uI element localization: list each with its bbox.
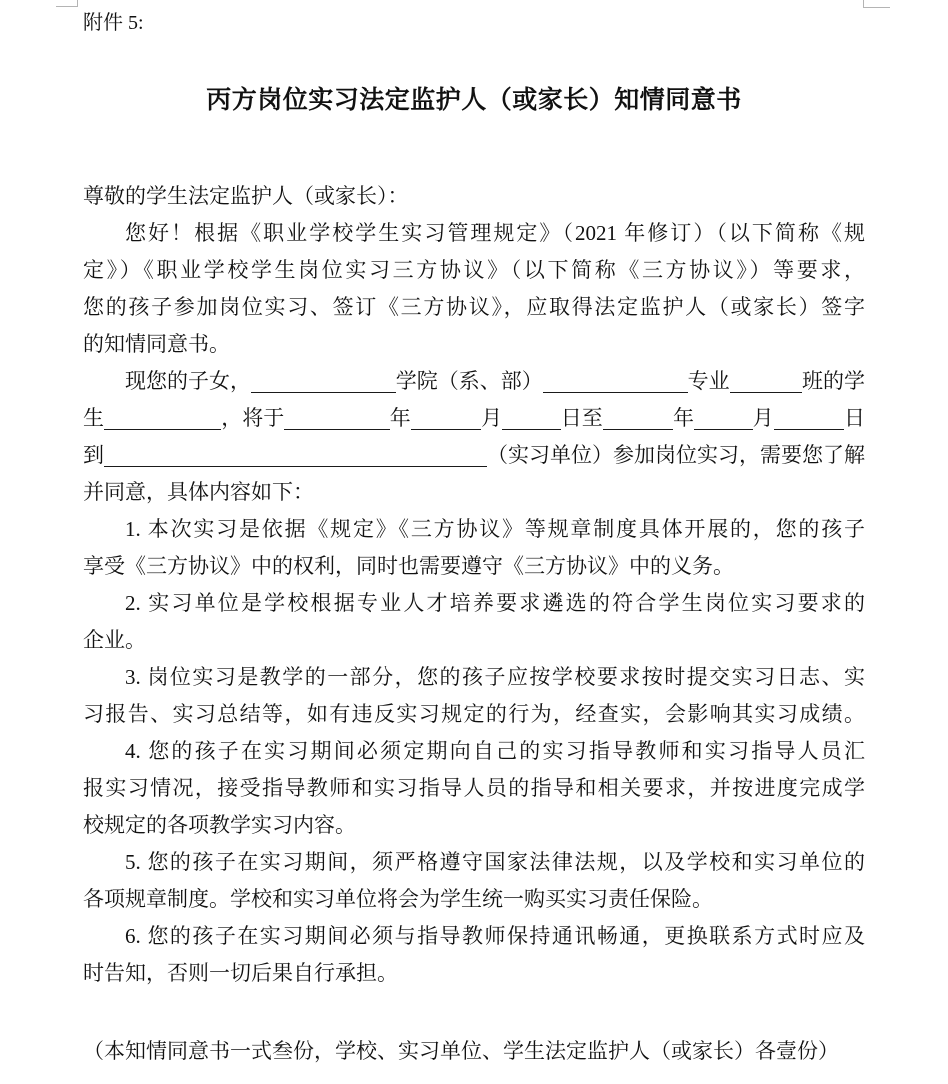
text-line xyxy=(83,400,865,437)
text-line xyxy=(83,289,865,326)
text-segment: 时告知，否则一切后果自行承担。 xyxy=(83,961,398,985)
text-segment: 月 xyxy=(481,406,503,430)
text-segment: 享受《三方协议》中的权利，同时也需要遵守《三方协议》中的义务。 xyxy=(83,554,734,578)
blank-fill-in-field[interactable] xyxy=(694,400,753,430)
text-segment: 月 xyxy=(752,406,774,430)
text-line xyxy=(83,807,865,844)
text-line xyxy=(83,474,865,511)
blank-fill-in-field[interactable] xyxy=(543,363,688,393)
text-segment: 校规定的各项教学实习内容。 xyxy=(83,813,356,837)
document-title: 丙方岗位实习法定监护人（或家长）知情同意书 xyxy=(206,87,742,114)
blank-fill-in-field[interactable] xyxy=(251,363,396,393)
text-segment: 日 xyxy=(844,406,865,430)
text-segment: 学院（系、部） xyxy=(395,369,543,393)
blank-fill-in-field[interactable] xyxy=(284,400,390,430)
text-segment: 报实习情况，接受指导教师和实习指导人员的指导和相关要求，并按进度完成学 xyxy=(83,776,865,800)
text-segment: 生 xyxy=(83,406,104,430)
text-segment: （实习单位）参加岗位实习，需要您了解 xyxy=(487,443,865,467)
blank-fill-in-field[interactable] xyxy=(411,400,481,430)
text-segment: 3. 岗位实习是教学的一部分，您的孩子应按学校要求按时提交实习日志、实 xyxy=(125,665,865,689)
text-segment: 1. 本次实习是依据《规定》《三方协议》等规章制度具体开展的，您的孩子 xyxy=(125,517,865,541)
text-segment: 6. 您的孩子在实习期间必须与指导教师保持通讯畅通，更换联系方式时应及 xyxy=(125,924,865,948)
document-body xyxy=(83,178,865,992)
text-segment: 年 xyxy=(389,406,411,430)
blank-fill-in-field[interactable] xyxy=(502,400,561,430)
text-line xyxy=(83,178,865,215)
text-line xyxy=(83,733,865,770)
text-segment: 现您的子女， xyxy=(125,369,251,393)
text-segment: 各项规章制度。学校和实习单位将会为学生统一购买实习责任保险。 xyxy=(83,887,713,911)
text-line xyxy=(83,770,865,807)
text-segment: 到 xyxy=(83,443,104,467)
blank-fill-in-field[interactable] xyxy=(774,400,844,430)
text-line xyxy=(83,437,865,474)
text-line xyxy=(83,585,865,622)
text-line xyxy=(83,918,865,955)
text-segment: 定》）《职业学校学生岗位实习三方协议》（以下简称《三方协议》）等要求， xyxy=(83,258,865,282)
text-line xyxy=(83,696,865,733)
text-segment: 2. 实习单位是学校根据专业人才培养要求遴选的符合学生岗位实习要求的 xyxy=(125,591,865,615)
text-line xyxy=(83,215,865,252)
margin-crop-mark-top-right xyxy=(863,0,890,8)
attachment-label: 附件 5: xyxy=(83,12,144,34)
text-line xyxy=(83,881,865,918)
text-line xyxy=(83,622,865,659)
text-segment: 并同意，具体内容如下： xyxy=(83,480,314,504)
text-segment: 您的孩子参加岗位实习、签订《三方协议》，应取得法定监护人（或家长）签字 xyxy=(83,295,865,319)
text-line xyxy=(83,548,865,585)
text-segment: 尊敬的学生法定监护人（或家长）： xyxy=(83,184,409,208)
text-line xyxy=(83,955,865,992)
text-line xyxy=(83,326,865,363)
text-segment: ，将于 xyxy=(221,406,285,430)
text-segment: 日至 xyxy=(560,406,603,430)
text-line xyxy=(83,252,865,289)
text-segment: 5. 您的孩子在实习期间，须严格遵守国家法律法规，以及学校和实习单位的 xyxy=(125,850,865,874)
text-line xyxy=(83,844,865,881)
blank-fill-in-field[interactable] xyxy=(104,400,221,430)
text-line xyxy=(83,511,865,548)
text-line xyxy=(83,363,865,400)
text-line xyxy=(83,659,865,696)
text-segment: 专业 xyxy=(687,369,730,393)
text-segment: 习报告、实习总结等，如有违反实习规定的行为，经查实，会影响其实习成绩。 xyxy=(83,702,865,726)
blank-fill-in-field[interactable] xyxy=(730,363,802,393)
blank-fill-in-field[interactable] xyxy=(603,400,673,430)
text-segment: 企业。 xyxy=(83,628,146,652)
text-segment: 您好！根据《职业学校学生实习管理规定》（2021 年修订）（以下简称《规 xyxy=(125,221,865,245)
blank-fill-in-field[interactable] xyxy=(104,437,487,467)
text-segment: 班的学 xyxy=(802,369,865,393)
text-segment: 的知情同意书。 xyxy=(83,332,230,356)
text-segment: 4. 您的孩子在实习期间必须定期向自己的实习指导教师和实习指导人员汇 xyxy=(125,739,865,763)
text-segment: 年 xyxy=(673,406,695,430)
copies-note: （本知情同意书一式叁份，学校、实习单位、学生法定监护人（或家长）各壹份） xyxy=(83,1039,839,1063)
margin-crop-mark-top-left xyxy=(56,0,78,7)
